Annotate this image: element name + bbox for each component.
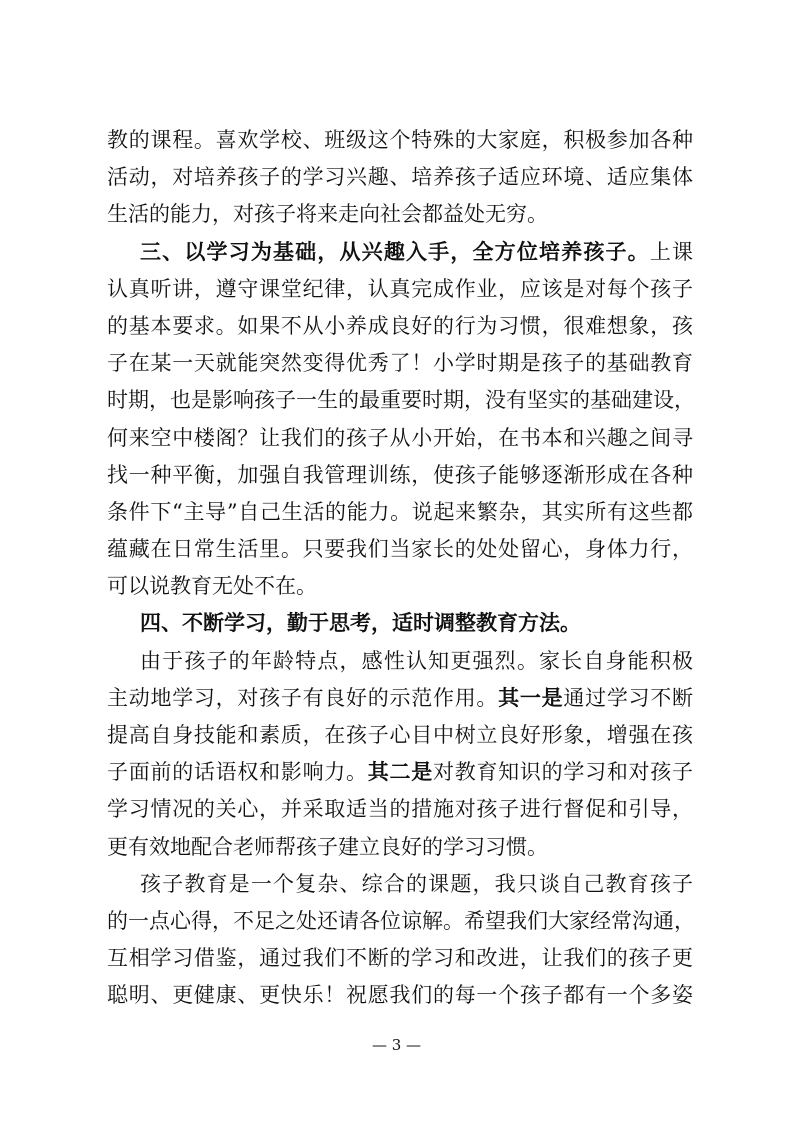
bold-text: 其二是 [367,760,433,785]
text-run: 由于孩子的年龄特点，感性认知更强烈。家长自身能积极 [140,648,693,673]
text-line [107,531,693,568]
text-line [107,717,693,754]
text-run: 提高自身技能和素质，在孩子心目中树立良好形象，增强在孩 [107,723,693,747]
text-line [107,791,693,828]
text-run: 何来空中楼阁？让我们的孩子从小开始，在书本和兴趣之间寻 [107,425,693,450]
text-run: 孩子教育是一个复杂、综合的课题，我只谈自己教育孩子 [140,871,693,896]
text-line [107,345,693,382]
bold-text: 三、以学习为基础，从兴趣入手，全方位培养孩子。 [140,239,650,264]
text-run: 互相学习借鉴，通过我们不断的学习和改进，让我们的孩子更 [107,946,693,971]
text-line [107,271,693,308]
text-run: 蕴藏在日常生活里。只要我们当家长的处处留心，身体力行， [107,537,693,562]
paragraph [107,866,693,1015]
text-run: 学习情况的关心，并采取适当的措施对孩子进行督促和引导， [107,797,693,822]
text-run: 对教育知识的学习和对孩子 [432,760,694,785]
text-run: 子在某一天就能突然变得优秀了！小学时期是孩子的基础教育 [107,351,693,376]
paragraph [107,234,693,606]
text-run: 主动地学习，对孩子有良好的示范作用。 [107,685,499,710]
bold-text: 其一是 [498,685,564,710]
text-line [107,754,693,791]
text-run: 的一点心得，不足之处还请各位谅解。希望我们大家经常沟通， [107,908,695,933]
text-run: 子面前的话语权和影响力。 [107,760,368,785]
text-line [107,977,693,1014]
text-run: 上课 [649,239,694,264]
text-line [107,420,693,457]
bold-text: 四、不断学习，勤于思考，适时调整教育方法。 [140,611,581,636]
text-line [107,940,693,977]
text-run: 活动，对培养孩子的学习兴趣、培养孩子适应环境、适应集体 [107,165,693,190]
text-line [107,903,693,940]
text-line [107,122,693,159]
text-line [107,382,693,419]
text-run: 生活的能力，对孩子将来走向社会都益处无穷。 [107,202,548,227]
document-body [107,122,693,1015]
text-line [107,234,693,271]
text-run: 聪明、更健康、更快乐！祝愿我们的每一个孩子都有一个多姿 [107,983,693,1008]
text-line [107,643,693,680]
text-line [107,457,693,494]
text-line [107,568,693,605]
text-line [107,308,693,345]
text-run: 通过学习不断 [563,685,694,710]
page-number: — 3 — [371,1036,422,1054]
text-run: 的基本要求。如果不从小养成良好的行为习惯，很难想象，孩 [107,313,693,338]
text-line [107,829,693,866]
paragraph [107,643,693,866]
text-run: 教的课程。喜欢学校、班级这个特殊的大家庭，积极参加各种 [107,128,693,152]
text-run: 条件下“主导”自己生活的能力。说起来繁杂，其实所有这些都 [107,499,693,524]
text-run: 时期，也是影响孩子一生的最重要时期，没有坚实的基础建设， [107,388,695,413]
paragraph [107,605,693,642]
text-run: 找一种平衡，加强自我管理训练，使孩子能够逐渐形成在各种 [107,462,693,487]
text-line [107,196,693,233]
text-line [107,680,693,717]
text-line [107,494,693,531]
text-line [107,866,693,903]
text-line [107,605,693,642]
text-run: 可以说教育无处不在。 [107,574,317,599]
text-line [107,159,693,196]
text-run: 更有效地配合老师帮孩子建立良好的学习习惯。 [107,834,548,859]
text-run: 认真听讲，遵守课堂纪律，认真完成作业，应该是对每个孩子 [107,276,693,301]
paragraph [107,122,693,234]
